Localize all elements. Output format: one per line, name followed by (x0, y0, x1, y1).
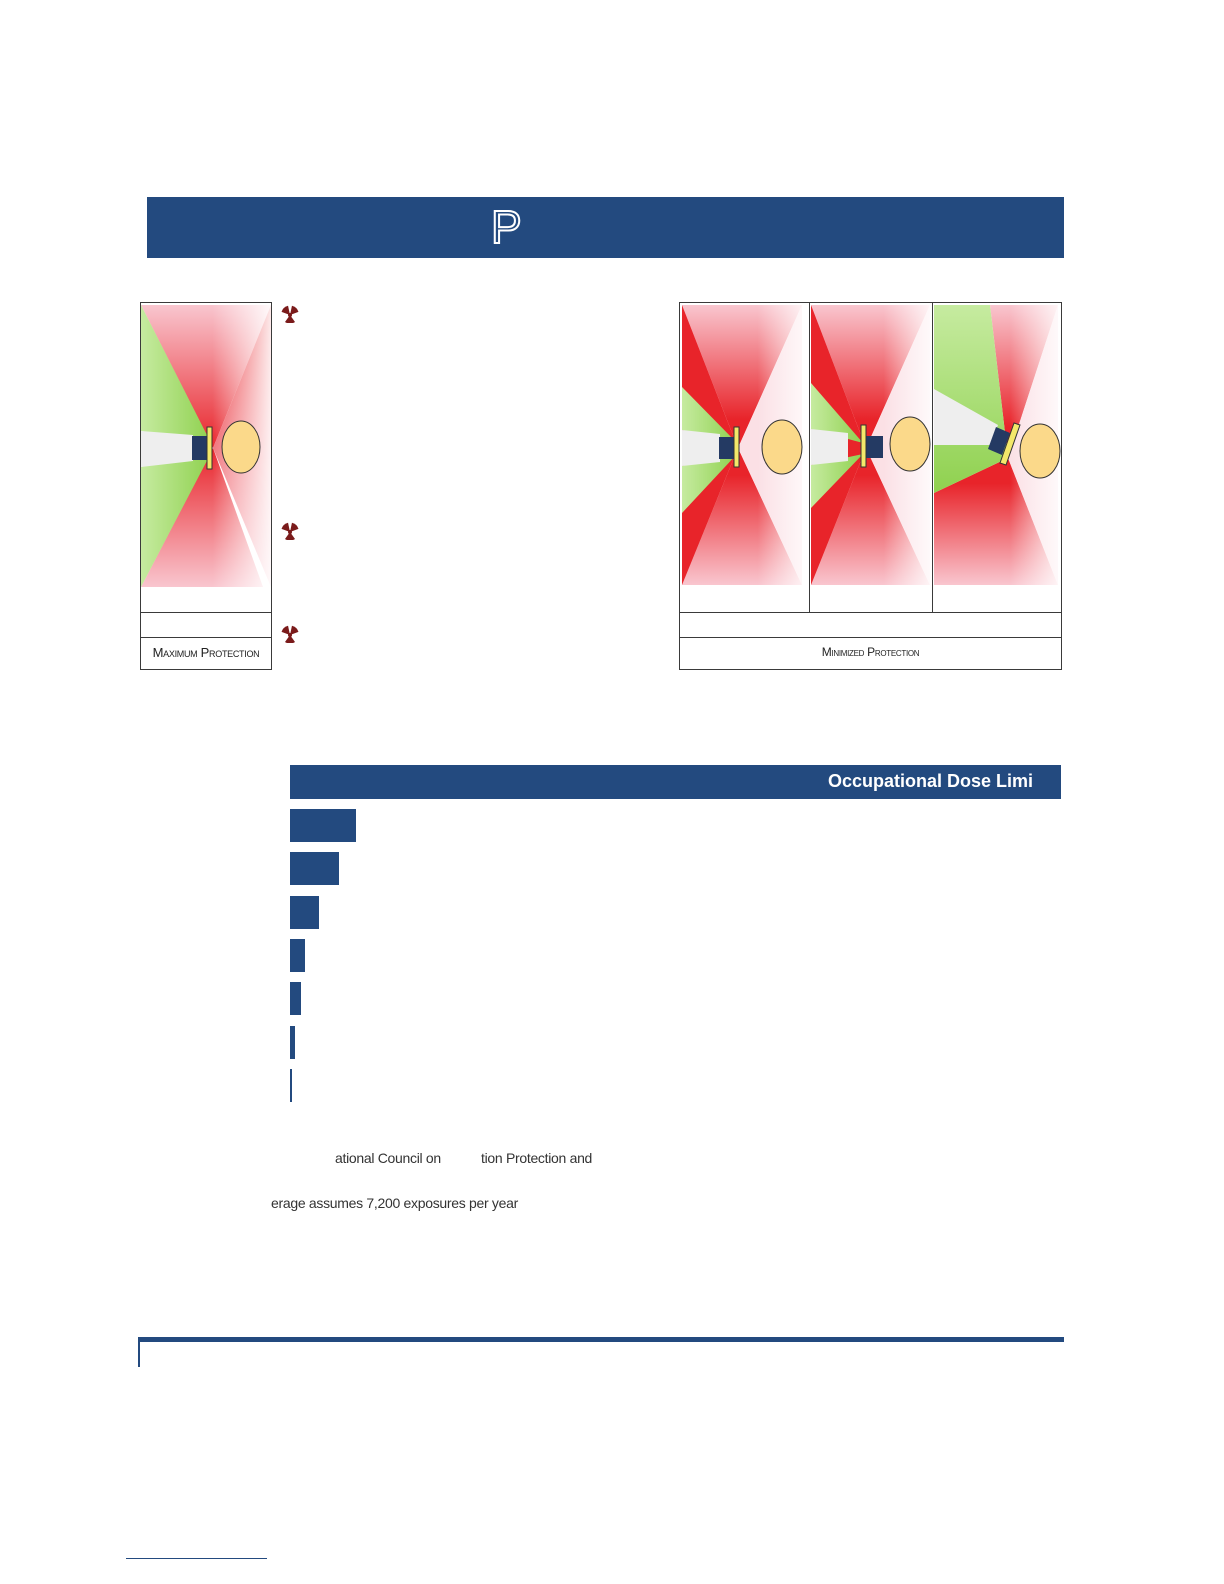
section-banner (147, 197, 1064, 258)
scene-two (811, 303, 932, 593)
dose-bar (290, 852, 339, 885)
source-note-part1: ational Council on (335, 1150, 441, 1166)
radiation-trefoil-icon (281, 305, 299, 323)
dose-bar (290, 1026, 295, 1059)
max-protection-diagram (141, 303, 271, 593)
panel-divider (932, 303, 933, 612)
footer-rule (138, 1337, 1064, 1342)
dose-bar (290, 939, 305, 972)
chart-title: Occupational Dose Limi (827, 771, 1033, 791)
max-protection-caption: Maximum Protection (152, 645, 260, 660)
dose-bar (290, 896, 319, 929)
dose-bar (290, 1069, 292, 1102)
radiation-trefoil-icon (281, 625, 299, 643)
scene-three (934, 303, 1061, 593)
min-protection-panel (679, 302, 1062, 670)
dose-bar (290, 982, 301, 1015)
min-protection-caption: Minimized Protection (821, 645, 920, 659)
radiation-trefoil-icon (281, 522, 299, 540)
source-note-part2: tion Protection and (481, 1150, 593, 1166)
panel-divider (141, 637, 271, 638)
banner-initial: P (491, 201, 522, 253)
max-protection-panel (140, 302, 272, 670)
chart-header (290, 765, 1061, 799)
panel-divider (809, 303, 810, 612)
dose-bar (290, 809, 356, 842)
panel-divider (680, 612, 1061, 613)
average-note: erage assumes 7,200 exposures per year (271, 1195, 518, 1211)
footer-tick (138, 1337, 140, 1367)
panel-divider (141, 612, 271, 613)
panel-divider (680, 637, 1061, 638)
min-protection-diagram (680, 303, 1061, 603)
scene-one (682, 303, 808, 593)
footnote-rule (126, 1558, 267, 1559)
